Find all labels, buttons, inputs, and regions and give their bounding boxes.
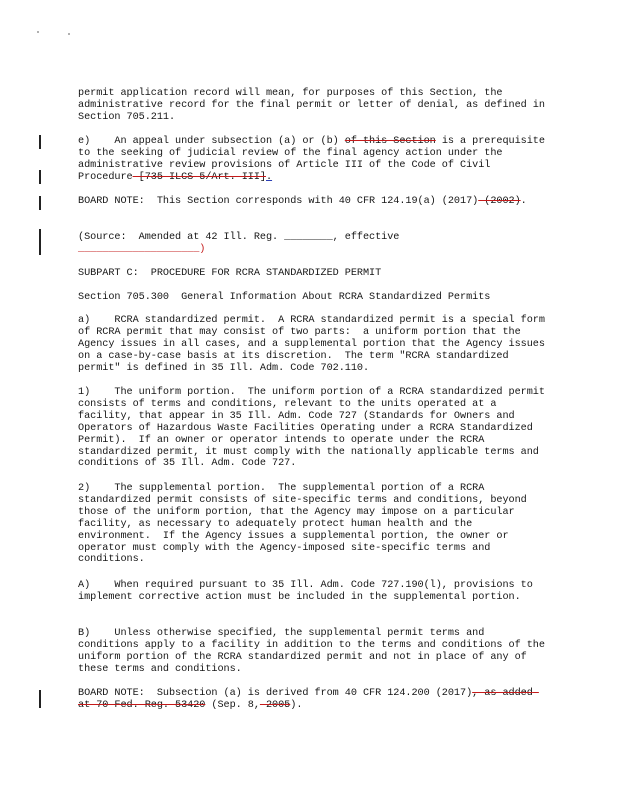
- subpart-heading: SUBPART C: PROCEDURE FOR RCRA STANDARDIZED PERMIT: [78, 268, 382, 279]
- intro-paragraph: permit application record will mean, for purposes of this Section, the administrative record for the final permit or letter of denial, as defined in Section 705.211.: [78, 88, 551, 123]
- board-note-2-date: (Sep. 8,: [205, 699, 260, 711]
- change-bar: [39, 229, 41, 255]
- source-note-blank: ____________________): [78, 243, 206, 255]
- subsection-2-paragraph: 2) The supplemental portion. The supplemental portion of a RCRA standardized permit consists of site-specific terms and conditions, beyond those of the uniform portion, that the Agency may impose on a particular facility, as necessary to adequately protect human health and the environment. If the Agency issues a supplemental portion, the owner or operator must comply with the Agency-imposed site-specific terms and conditions.: [78, 483, 533, 566]
- source-note: [78, 232, 548, 256]
- struck-year: (2002): [478, 196, 521, 207]
- struck-citation: [735 ILCS 5/Art. III]: [132, 171, 266, 183]
- board-note-2-end: ).: [290, 699, 303, 711]
- struck-year-2005: 2005: [259, 699, 291, 711]
- board-note-2: [78, 688, 548, 712]
- section-heading: Section 705.300 General Information About RCRA Standardized Permits: [78, 292, 491, 303]
- scan-speck: [68, 33, 70, 35]
- change-bar: [39, 690, 41, 708]
- struck-fed-reg: , as added at 70 Fed. Reg. 53420: [78, 688, 539, 711]
- subsection-e-text-cont: is a prerequisite to the seeking of judicial review of the final agency action under the administrative review provisions of Article III of the Code of Civil Procedure: [78, 136, 551, 183]
- subsection-B-paragraph: B) Unless otherwise specified, the supplemental permit terms and conditions apply to a facility in addition to the terms and conditions of the uniform portion of the RCRA standardized permit and not in place of any of these terms and conditions.: [78, 628, 551, 675]
- board-note-1-text: BOARD NOTE: This Section corresponds with 40 CFR 124.19(a) (2017): [78, 196, 479, 207]
- scan-speck: [37, 31, 39, 33]
- subsection-e-text: e) An appeal under subsection (a) or (b): [78, 136, 345, 147]
- change-bar: [39, 170, 41, 184]
- board-note-1: [78, 196, 548, 208]
- change-bar: [39, 196, 41, 210]
- subsection-a-paragraph: a) RCRA standardized permit. A RCRA standardized permit is a special form of RCRA permit that may consist of two parts: a uniform portion that the Agency issues in all cases, and a supplemental portion that the Agency issues on a case-by-case basis at its discretion. The term "RCRA standardized permit" is defined in 35 Ill. Adm. Code 702.110.: [78, 315, 551, 374]
- source-note-text: (Source: Amended at 42 Ill. Reg. ________, effective: [78, 232, 400, 243]
- change-bar: [39, 135, 41, 149]
- board-note-2-text: BOARD NOTE: Subsection (a) is derived from 40 CFR 124.200 (2017): [78, 688, 473, 699]
- subsection-A-paragraph: A) When required pursuant to 35 Ill. Adm. Code 727.190(l), provisions to implement corrective action must be included in the supplemental portion.: [78, 580, 539, 603]
- struck-text: of this Section: [344, 136, 436, 147]
- subsection-e-paragraph: [78, 136, 551, 184]
- board-note-1-end: .: [520, 196, 527, 207]
- subsection-1-paragraph: 1) The uniform portion. The uniform portion of a RCRA standardized permit consists of terms and conditions, relevant to the units operated at a facility, that appear in 35 Ill. Adm. Code 727 (Standards for Owners and Operators of Hazardous Waste Facilities Operating under a RCRA Standardized Permit). If an owner or operator intends to operate under the RCRA standardized permit, it must comply with the nationally applicable terms and conditions of 35 Ill. Adm. Code 727.: [78, 387, 551, 470]
- inserted-period: .: [265, 171, 273, 183]
